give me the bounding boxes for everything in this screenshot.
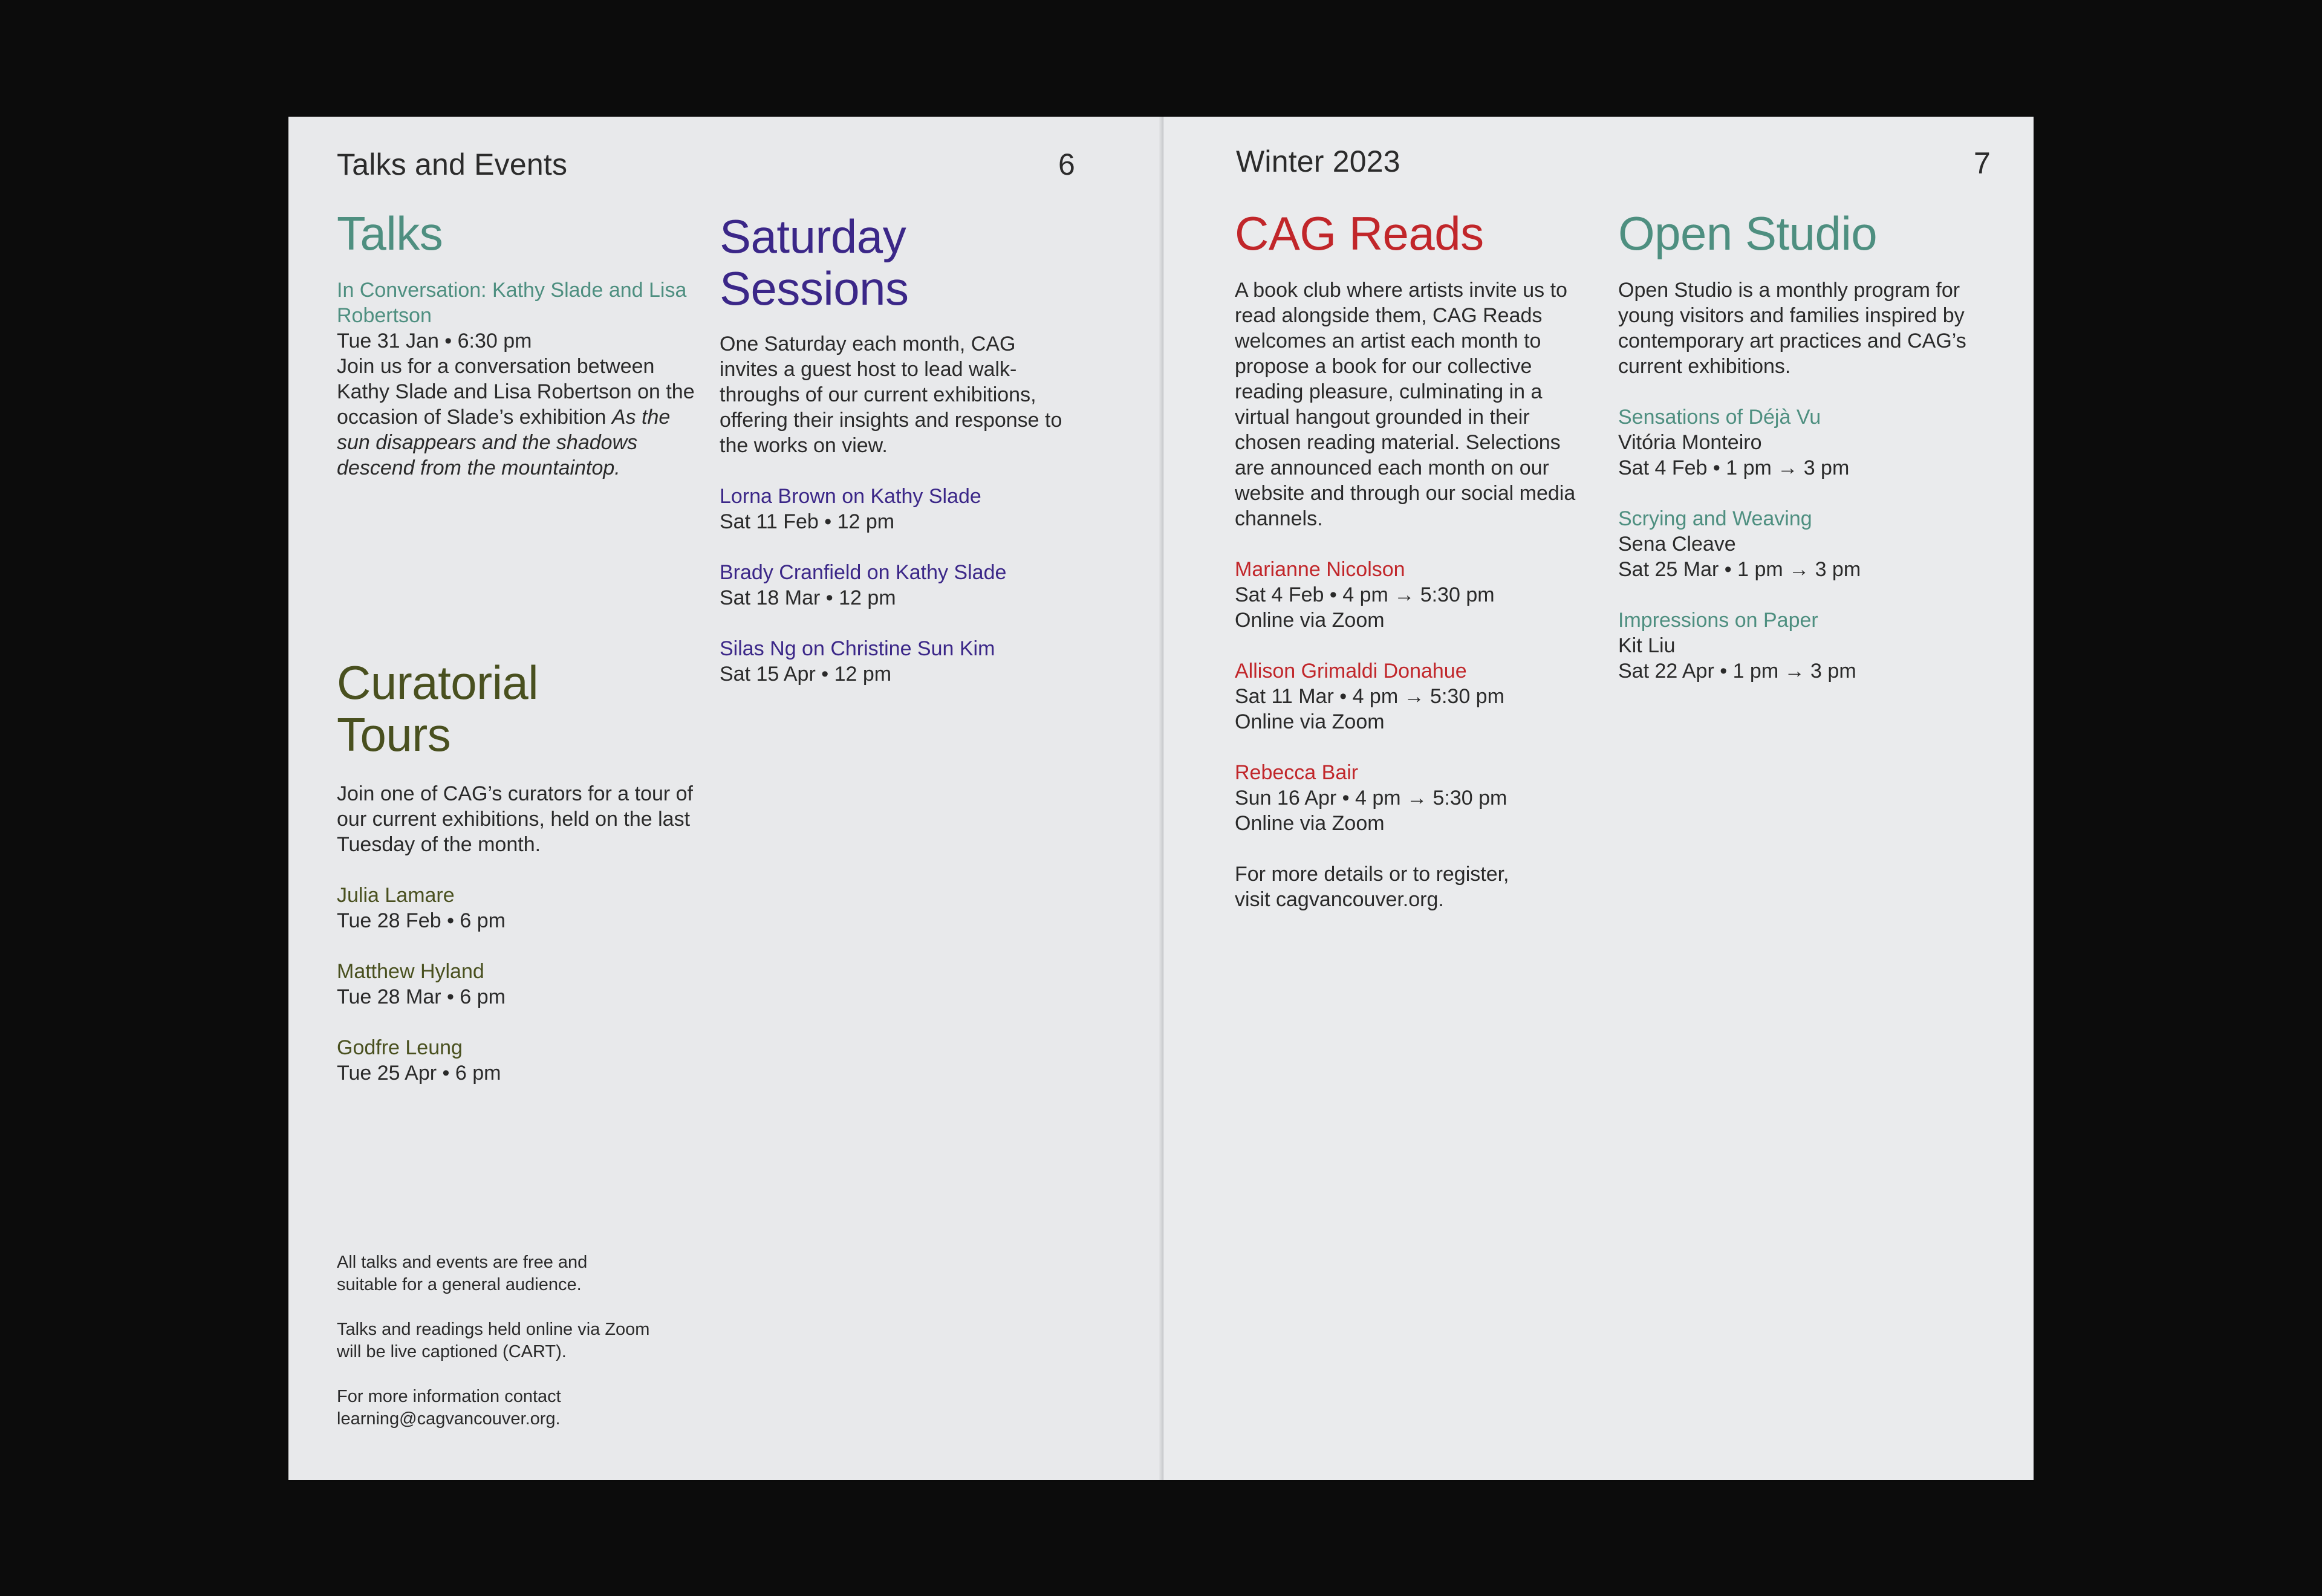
studio-item: [1618, 404, 1981, 481]
tour-curator: Julia Lamare: [337, 884, 455, 907]
exhibition-title: As the sun disappears and the shadows descend from the mountaintop.: [337, 406, 671, 479]
studio-workshop-title: Sensations of Déjà Vu: [1618, 406, 1821, 429]
tour-item: [337, 959, 700, 1010]
reads-location: Online via Zoom: [1235, 710, 1385, 733]
reads-date: Sat 11 Mar • 4 pm → 5:30 pm: [1235, 685, 1504, 708]
studio-item: [1618, 506, 1981, 582]
talks-event-date: Tue 31 Jan • 6:30 pm: [337, 329, 532, 352]
footer-notes: [337, 1251, 651, 1430]
studio-artist: Sena Cleave: [1618, 533, 1736, 556]
tour-item: [337, 883, 700, 933]
session-title: Brady Cranfield on Kathy Slade: [720, 561, 1007, 584]
running-head-left: Talks and Events: [337, 148, 568, 181]
tour-date: Tue 28 Feb • 6 pm: [337, 909, 506, 932]
reads-artist: Marianne Nicolson: [1235, 558, 1405, 581]
studio-artist: Vitória Monteiro: [1618, 431, 1762, 454]
tour-item: [337, 1035, 700, 1086]
session-item: [720, 636, 1082, 687]
reads-location: Online via Zoom: [1235, 609, 1385, 632]
page-number-right: 7: [1974, 146, 1991, 180]
studio-artist: Kit Liu: [1618, 634, 1676, 657]
saturday-heading-line1: Saturday: [720, 210, 906, 263]
session-title: Lorna Brown on Kathy Slade: [720, 485, 981, 508]
reads-date: Sun 16 Apr • 4 pm → 5:30 pm: [1235, 787, 1507, 809]
session-item: [720, 484, 1082, 534]
studio-section: [1618, 207, 1981, 709]
talks-description: [337, 354, 700, 481]
session-date: Sat 11 Feb • 12 pm: [720, 510, 895, 533]
reads-heading: CAG Reads: [1235, 207, 1484, 260]
studio-item: [1618, 608, 1981, 684]
reads-date: Sat 4 Feb • 4 pm → 5:30 pm: [1235, 583, 1495, 606]
saturday-description: One Saturday each month, CAG invites a guest host to lead walk-throughs of our current exhibitions, offering their insights and response to the works on view.: [720, 332, 1062, 457]
reads-item: [1235, 760, 1598, 836]
saturday-section: [720, 210, 1082, 712]
footer-note-captions: Talks and readings held online via Zoom will be live captioned (CART).: [337, 1320, 650, 1361]
session-date: Sat 18 Mar • 12 pm: [720, 586, 896, 609]
talks-heading: Talks: [337, 207, 443, 260]
reads-section: [1235, 207, 1598, 912]
tours-section: [337, 657, 700, 1111]
studio-description: Open Studio is a monthly program for young visitors and families inspired by contemporary art practices and CAG’s current exhibitions.: [1618, 279, 1966, 378]
saturday-heading-line2: Sessions: [720, 262, 909, 315]
studio-date: Sat 4 Feb • 1 pm → 3 pm: [1618, 456, 1850, 479]
tours-description: Join one of CAG’s curators for a tour of our current exhibitions, held on the last Tuesday of the month.: [337, 782, 693, 856]
studio-heading: Open Studio: [1618, 207, 1878, 260]
reads-artist: Allison Grimaldi Donahue: [1235, 660, 1467, 683]
reads-item: [1235, 557, 1598, 633]
page-number-left: 6: [1058, 148, 1075, 181]
studio-workshop-title: Scrying and Weaving: [1618, 507, 1812, 530]
talks-section: [337, 207, 700, 481]
reads-item: [1235, 658, 1598, 735]
talks-description-text: Join us for a conversation between Kathy Slade and Lisa Robertson on the occasion of Slade’s exhibition: [337, 355, 695, 429]
session-date: Sat 15 Apr • 12 pm: [720, 663, 892, 686]
tour-curator: Matthew Hyland: [337, 960, 484, 983]
session-title: Silas Ng on Christine Sun Kim: [720, 637, 995, 660]
studio-workshop-title: Impressions on Paper: [1618, 609, 1818, 632]
reads-artist: Rebecca Bair: [1235, 761, 1359, 784]
left-page: [288, 117, 1163, 1480]
session-item: [720, 560, 1082, 611]
footer-note-contact: For more information contact learning@cagvancouver.org.: [337, 1387, 561, 1429]
reads-description: A book club where artists invite us to read alongside them, CAG Reads welcomes an artist each month to propose a book for our collective reading pleasure, culminating in a virtual hangout grounded in their chosen reading material. Selections are announced each month on our website and through our social media channels.: [1235, 279, 1576, 530]
tour-date: Tue 25 Apr • 6 pm: [337, 1062, 501, 1085]
reads-register-note: For more details or to register, visit cagvancouver.org.: [1235, 863, 1509, 911]
tour-curator: Godfre Leung: [337, 1036, 463, 1059]
tour-date: Tue 28 Mar • 6 pm: [337, 985, 506, 1008]
right-page: [1163, 117, 2034, 1480]
studio-date: Sat 22 Apr • 1 pm → 3 pm: [1618, 660, 1856, 683]
talks-event-title: In Conversation: Kathy Slade and Lisa Robertson: [337, 279, 687, 327]
reads-location: Online via Zoom: [1235, 812, 1385, 835]
tours-heading-line1: Curatorial: [337, 656, 539, 709]
running-head-right: Winter 2023: [1236, 144, 1400, 178]
tours-heading-line2: Tours: [337, 708, 451, 761]
footer-note-free: All talks and events are free and suitable for a general audience.: [337, 1253, 588, 1294]
studio-date: Sat 25 Mar • 1 pm → 3 pm: [1618, 558, 1861, 581]
booklet-spread: [288, 117, 2034, 1480]
